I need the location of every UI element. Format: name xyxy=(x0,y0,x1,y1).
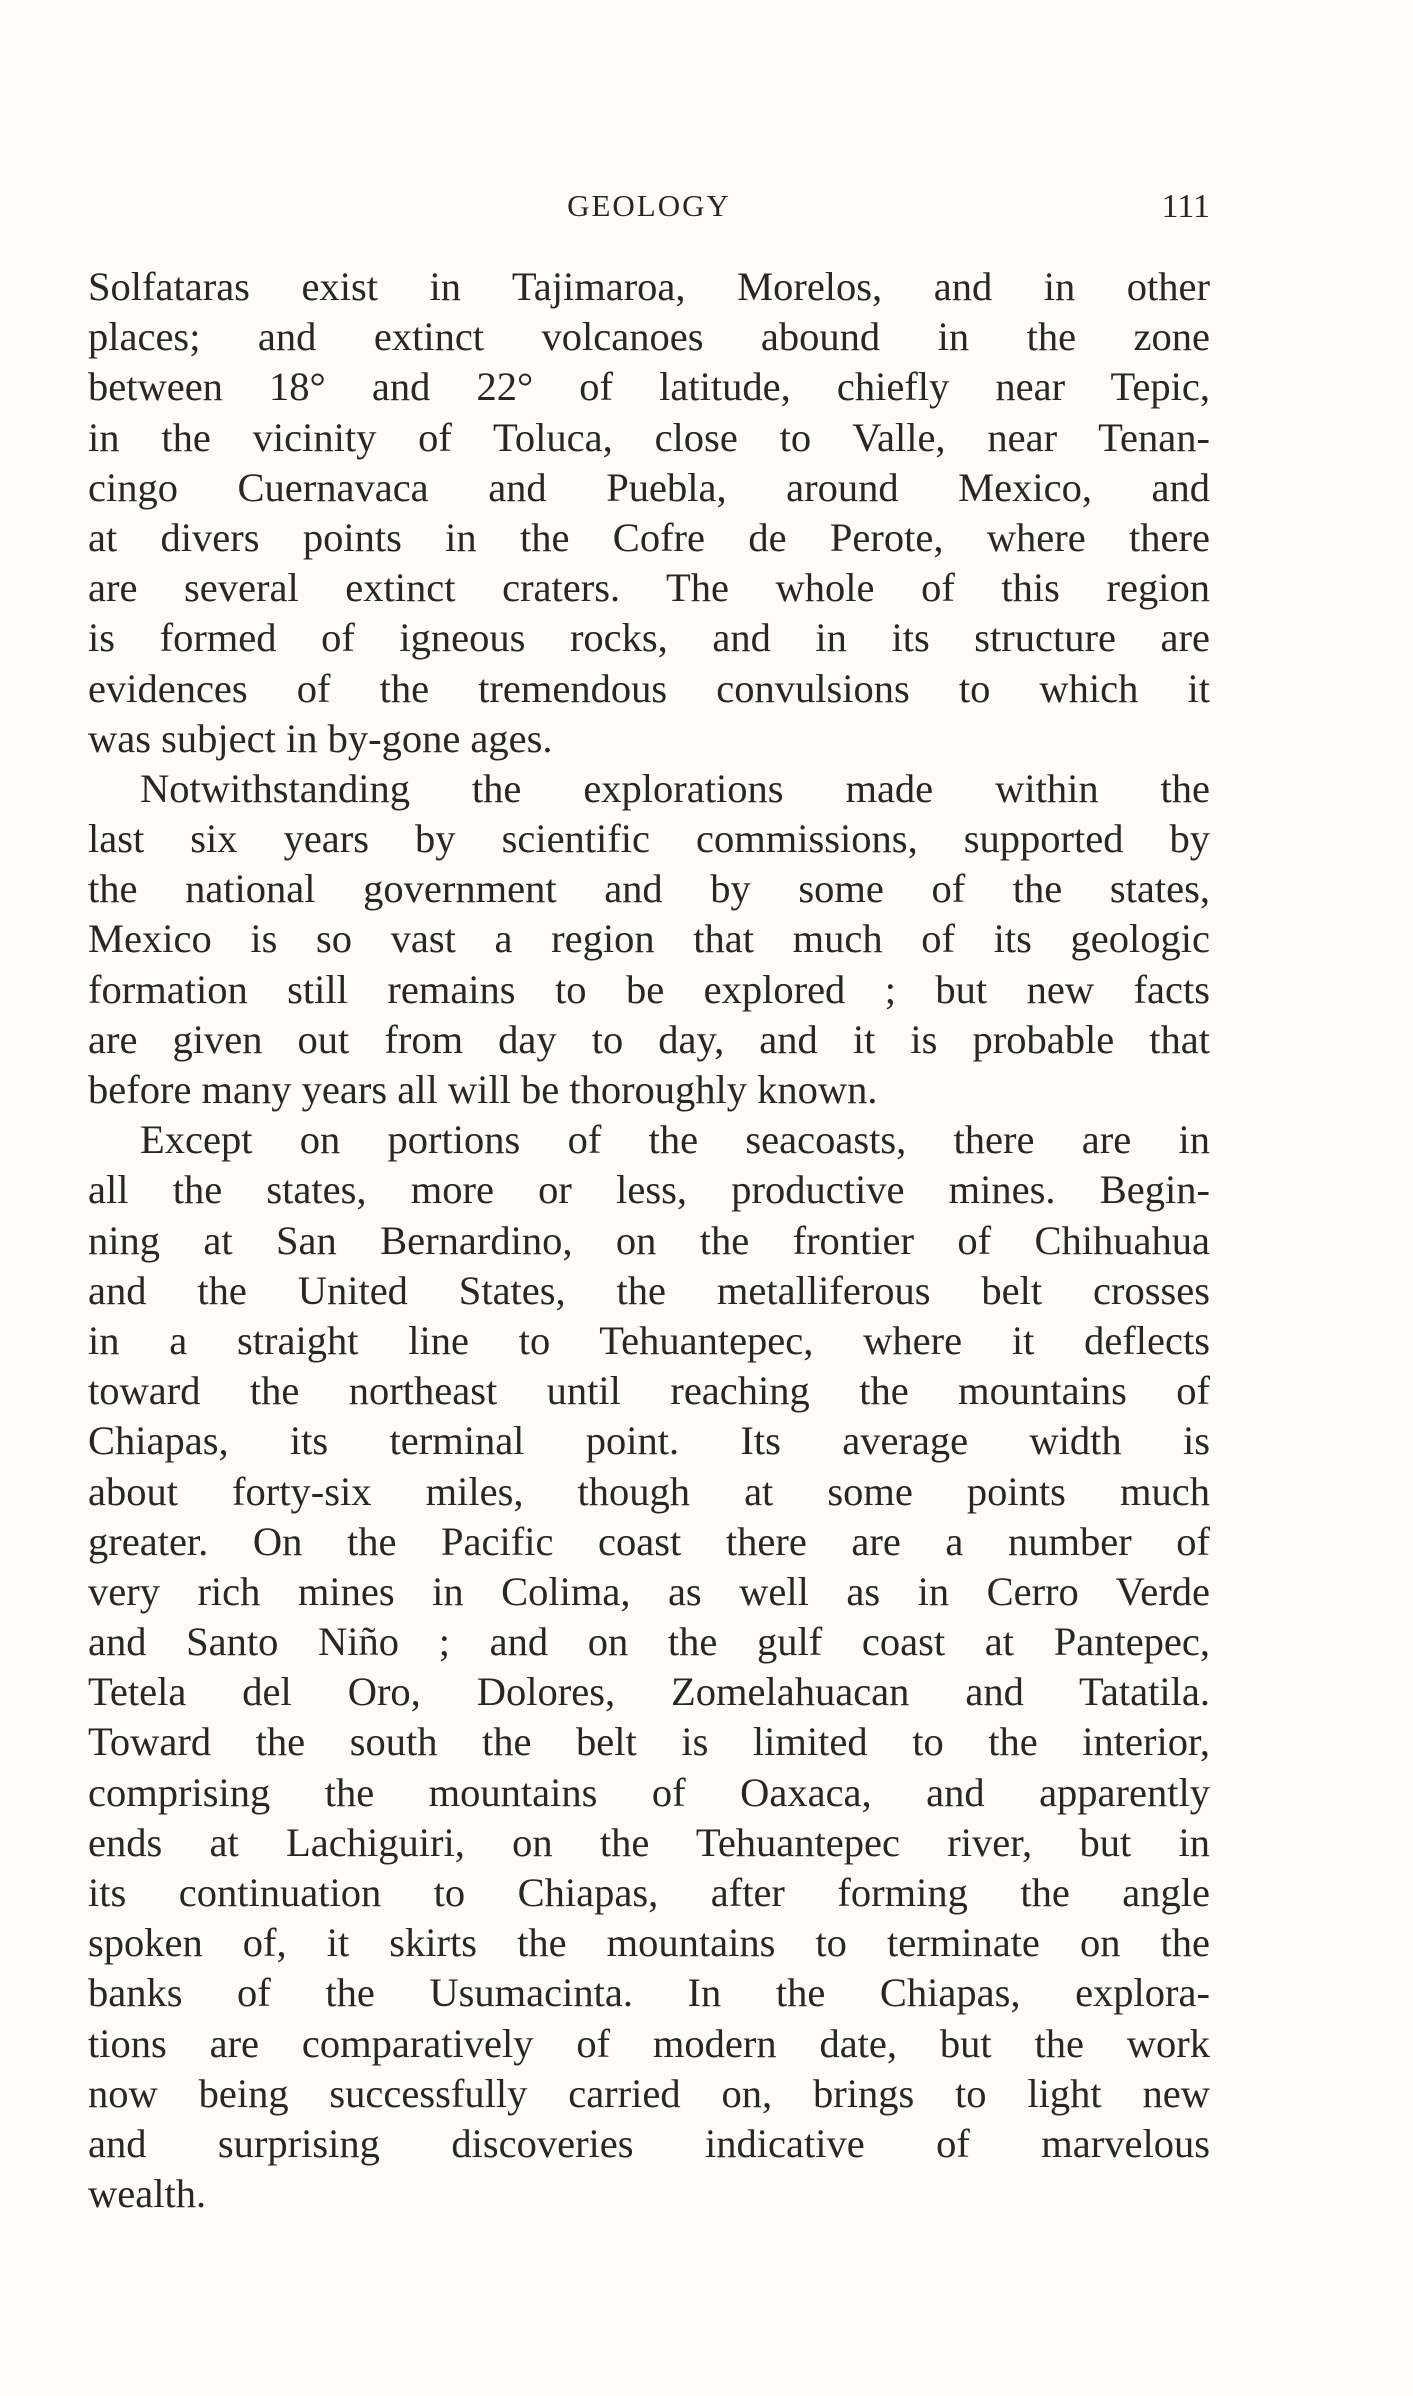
text-line: all the states, more or less, productive mines. Begin- xyxy=(88,1167,1210,1213)
text-line: tions are comparatively of modern date, but the work xyxy=(88,2020,1210,2066)
text-line: evidences of the tremendous convulsions to which it xyxy=(88,665,1210,711)
text-line: and Santo Niño ; and on the gulf coast at Pantepec, xyxy=(88,1619,1210,1665)
text-line: before many years all will be thoroughly known. xyxy=(88,1067,878,1112)
text-line: now being successfully carried on, brings to light new xyxy=(88,2070,1210,2116)
text-line: is formed of igneous rocks, and in its structure are xyxy=(88,615,1210,661)
paragraph-3 xyxy=(88,1115,1210,2219)
text-line: at divers points in the Cofre de Perote, where there xyxy=(88,514,1210,560)
text-line: Toward the south the belt is limited to the interior, xyxy=(88,1719,1210,1765)
text-line: toward the northeast until reaching the mountains of xyxy=(88,1368,1210,1414)
text-line: Notwithstanding the explorations made within the xyxy=(140,765,1210,811)
text-line: ning at San Bernardino, on the frontier of Chihuahua xyxy=(88,1217,1210,1263)
text-line: greater. On the Pacific coast there are a number of xyxy=(88,1518,1210,1564)
text-line: and surprising discoveries indicative of marvelous xyxy=(88,2120,1210,2166)
text-line: Chiapas, its terminal point. Its average width is xyxy=(88,1418,1210,1464)
text-line: Tetela del Oro, Dolores, Zomelahuacan and Tatatila. xyxy=(88,1669,1210,1715)
body-text xyxy=(88,262,1210,2219)
paragraph-2 xyxy=(88,764,1210,1115)
text-line: the national government and by some of the states, xyxy=(88,866,1210,912)
text-line: places; and extinct volcanoes abound in the zone xyxy=(88,314,1210,360)
text-line: about forty-six miles, though at some points much xyxy=(88,1468,1210,1514)
text-line: last six years by scientific commissions, supported by xyxy=(88,816,1210,862)
text-line: are several extinct craters. The whole of this region xyxy=(88,565,1210,611)
text-line: very rich mines in Colima, as well as in Cerro Verde xyxy=(88,1568,1210,1614)
text-line: banks of the Usumacinta. In the Chiapas, explora- xyxy=(88,1970,1210,2016)
text-line: and the United States, the metalliferous belt crosses xyxy=(88,1267,1210,1313)
text-line: in a straight line to Tehuantepec, where it deflects xyxy=(88,1317,1210,1363)
text-line: formation still remains to be explored ; but new facts xyxy=(88,966,1210,1012)
text-line: in the vicinity of Toluca, close to Valle, near Tenan- xyxy=(88,414,1210,460)
text-line: between 18° and 22° of latitude, chiefly near Tepic, xyxy=(88,364,1210,410)
text-line: cingo Cuernavaca and Puebla, around Mexico, and xyxy=(88,464,1210,510)
text-line: its continuation to Chiapas, after forming the angle xyxy=(88,1870,1210,1915)
text-line: Except on portions of the seacoasts, there are in xyxy=(140,1117,1210,1163)
text-line: was subject in by-gone ages. xyxy=(88,715,553,761)
running-head xyxy=(88,188,1210,238)
text-line: Solfataras exist in Tajimaroa, Morelos, and in other xyxy=(88,264,1210,309)
paragraph-1 xyxy=(88,262,1210,764)
page-number: 111 xyxy=(1161,188,1210,225)
text-line: Mexico is so vast a region that much of its geologic xyxy=(88,916,1210,962)
text-line: ends at Lachiguiri, on the Tehuantepec river, but in xyxy=(88,1819,1210,1865)
running-title: GEOLOGY xyxy=(567,188,731,223)
text-line: spoken of, it skirts the mountains to terminate on the xyxy=(88,1920,1210,1966)
text-line: comprising the mountains of Oaxaca, and apparently xyxy=(88,1769,1210,1815)
text-line: are given out from day to day, and it is probable that xyxy=(88,1016,1210,1062)
text-line: wealth. xyxy=(88,2171,207,2217)
